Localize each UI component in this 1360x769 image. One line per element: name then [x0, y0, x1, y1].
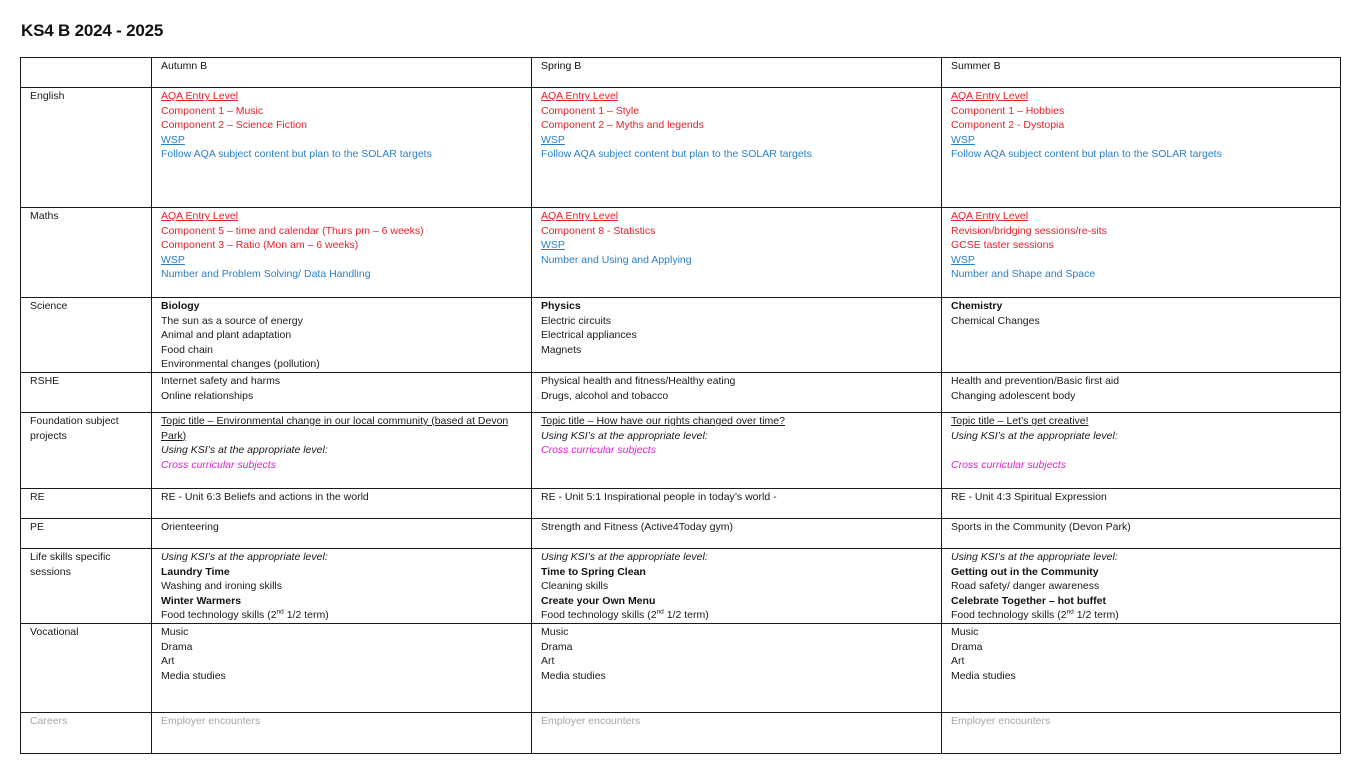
session-heading: Time to Spring Clean	[541, 565, 646, 578]
aqa-entry-level-link[interactable]: AQA Entry Level	[541, 210, 619, 222]
maths-summer-cell	[942, 208, 1341, 298]
subject-label: RE	[21, 488, 152, 518]
session-detail	[951, 608, 1332, 623]
cross-curricular-subjects: Cross curricular subjects	[161, 458, 276, 471]
foundation-autumn-cell	[152, 412, 532, 488]
foundation-summer-cell	[942, 412, 1341, 488]
list-item: Physical health and fitness/Healthy eating	[541, 374, 736, 387]
topic-title: Topic title – How have our rights changed over time?	[541, 414, 785, 427]
header-autumn-b: Autumn B	[152, 58, 532, 88]
wsp-link[interactable]: WSP	[541, 133, 565, 146]
component-item: Component 2 – Science Fiction	[161, 119, 307, 132]
science-autumn-cell	[152, 298, 532, 373]
wsp-note: Number and Shape and Space	[951, 268, 1096, 281]
aqa-entry-level-link[interactable]: AQA Entry Level	[161, 210, 239, 222]
subject-label: RSHE	[21, 372, 152, 412]
list-item: Art	[161, 655, 175, 668]
page-title: KS4 B 2024 - 2025	[21, 21, 164, 40]
spacer	[951, 443, 1332, 458]
re-summer-cell: RE - Unit 4:3 Spiritual Expression	[942, 488, 1341, 518]
row-foundation-projects	[21, 412, 1341, 488]
ordinal-suffix: nd	[656, 608, 664, 616]
component-item: Component 5 – time and calendar (Thurs pm – 6 weeks)	[161, 224, 424, 237]
list-item: Media studies	[541, 669, 606, 682]
session-heading: Celebrate Together – hot buffet	[951, 594, 1106, 607]
component-item: GCSE taster sessions	[951, 239, 1054, 252]
ksi-note: Using KSI’s at the appropriate level:	[951, 550, 1118, 563]
wsp-note: Number and Using and Applying	[541, 253, 692, 266]
list-item: Music	[541, 625, 569, 638]
session-heading: Getting out in the Community	[951, 565, 1099, 578]
ksi-note: Using KSI’s at the appropriate level:	[951, 429, 1118, 442]
ksi-note: Using KSI’s at the appropriate level:	[161, 444, 328, 457]
session-detail-text: Food technology skills (2	[541, 609, 657, 622]
component-item: Component 1 – Hobbies	[951, 104, 1065, 117]
list-item: Magnets	[541, 343, 582, 356]
wsp-note: Follow AQA subject content but plan to the SOLAR targets	[161, 148, 432, 161]
vocational-spring-cell	[532, 623, 942, 712]
header-spring-b: Spring B	[532, 58, 942, 88]
re-spring-cell: RE - Unit 5:1 Inspirational people in today’s world -	[532, 488, 942, 518]
list-item: Health and prevention/Basic first aid	[951, 374, 1120, 387]
header-summer-b: Summer B	[942, 58, 1341, 88]
row-english	[21, 88, 1341, 208]
list-item: Chemical Changes	[951, 314, 1040, 327]
session-heading: Winter Warmers	[161, 594, 242, 607]
subject-label: Science	[21, 298, 152, 373]
list-item: Internet safety and harms	[161, 374, 281, 387]
pe-summer-cell: Sports in the Community (Devon Park)	[942, 518, 1341, 548]
list-item: Media studies	[951, 669, 1016, 682]
ksi-note: Using KSI’s at the appropriate level:	[161, 550, 328, 563]
wsp-note: Number and Problem Solving/ Data Handling	[161, 268, 371, 281]
foundation-spring-cell	[532, 412, 942, 488]
careers-spring-cell: Employer encounters	[532, 712, 942, 753]
vocational-summer-cell	[942, 623, 1341, 712]
component-item: Component 1 – Music	[161, 104, 264, 117]
session-detail: Road safety/ danger awareness	[951, 580, 1100, 593]
ordinal-suffix: nd	[276, 608, 284, 616]
component-item: Revision/bridging sessions/re-sits	[951, 224, 1107, 237]
ordinal-suffix: nd	[1066, 608, 1074, 616]
list-item: Environmental changes (pollution)	[161, 358, 320, 371]
science-heading: Chemistry	[951, 300, 1003, 312]
subject-label: Life skills specific sessions	[21, 548, 152, 623]
english-spring-cell	[532, 88, 942, 208]
wsp-link[interactable]: WSP	[951, 133, 975, 146]
maths-autumn-cell	[152, 208, 532, 298]
list-item: Drama	[951, 640, 983, 653]
subject-label: Maths	[21, 208, 152, 298]
list-item: Music	[161, 625, 189, 638]
header-row	[21, 58, 1341, 88]
list-item: Art	[541, 655, 555, 668]
list-item: Online relationships	[161, 389, 254, 402]
list-item: Electrical appliances	[541, 329, 637, 342]
header-subject-column	[21, 58, 152, 88]
list-item: Art	[951, 655, 965, 668]
science-heading: Biology	[161, 300, 200, 312]
rshe-autumn-cell	[152, 372, 532, 412]
list-item: Drama	[161, 640, 193, 653]
session-heading: Create your Own Menu	[541, 594, 656, 607]
list-item: Animal and plant adaptation	[161, 329, 292, 342]
curriculum-table	[20, 57, 1341, 754]
row-pe	[21, 518, 1341, 548]
list-item: Drama	[541, 640, 573, 653]
session-detail-text: 1/2 term)	[663, 609, 709, 622]
cross-curricular-subjects: Cross curricular subjects	[541, 444, 656, 457]
session-detail	[161, 608, 523, 623]
english-autumn-cell	[152, 88, 532, 208]
row-rshe	[21, 372, 1341, 412]
list-item: Electric circuits	[541, 314, 612, 327]
component-item: Component 1 – Style	[541, 104, 640, 117]
aqa-entry-level-link[interactable]: AQA Entry Level	[951, 90, 1029, 102]
rshe-summer-cell	[942, 372, 1341, 412]
wsp-link[interactable]: WSP	[541, 239, 565, 252]
life-skills-autumn-cell	[152, 548, 532, 623]
subject-label: Vocational	[21, 623, 152, 712]
row-life-skills	[21, 548, 1341, 623]
list-item: The sun as a source of energy	[161, 314, 303, 327]
session-detail-text: Food technology skills (2	[951, 609, 1067, 622]
rshe-spring-cell	[532, 372, 942, 412]
subject-label: PE	[21, 518, 152, 548]
list-item: Drugs, alcohol and tobacco	[541, 389, 669, 402]
session-detail: Washing and ironing skills	[161, 580, 283, 593]
life-skills-summer-cell	[942, 548, 1341, 623]
component-item: Component 8 - Statistics	[541, 224, 656, 237]
list-item: Food chain	[161, 343, 213, 356]
topic-title: Topic title – Environmental change in our local community (based at Devon Park)	[161, 414, 509, 442]
session-detail-text: Food technology skills (2	[161, 609, 277, 622]
pe-spring-cell: Strength and Fitness (Active4Today gym)	[532, 518, 942, 548]
aqa-entry-level-link[interactable]: AQA Entry Level	[951, 210, 1029, 222]
row-re	[21, 488, 1341, 518]
cross-curricular-subjects: Cross curricular subjects	[951, 458, 1066, 471]
aqa-entry-level-link[interactable]: AQA Entry Level	[161, 90, 239, 102]
topic-title: Topic title – Let’s get creative!	[951, 414, 1089, 427]
subject-label: English	[21, 88, 152, 208]
ksi-note: Using KSI’s at the appropriate level:	[541, 550, 708, 563]
wsp-note: Follow AQA subject content but plan to the SOLAR targets	[541, 148, 812, 161]
ksi-note: Using KSI’s at the appropriate level:	[541, 429, 708, 442]
session-detail: Cleaning skills	[541, 580, 609, 593]
vocational-autumn-cell	[152, 623, 532, 712]
session-detail	[541, 608, 933, 623]
session-heading: Laundry Time	[161, 565, 230, 578]
life-skills-spring-cell	[532, 548, 942, 623]
component-item: Component 2 - Dystopia	[951, 119, 1065, 132]
row-maths	[21, 208, 1341, 298]
list-item: Changing adolescent body	[951, 389, 1076, 402]
row-science	[21, 298, 1341, 373]
subject-label: Foundation subject projects	[21, 412, 152, 488]
careers-summer-cell: Employer encounters	[942, 712, 1341, 753]
session-detail-text: 1/2 term)	[1073, 609, 1119, 622]
row-vocational	[21, 623, 1341, 712]
maths-spring-cell	[532, 208, 942, 298]
wsp-note: Follow AQA subject content but plan to the SOLAR targets	[951, 148, 1222, 161]
list-item: Media studies	[161, 669, 226, 682]
row-careers	[21, 712, 1341, 753]
english-summer-cell	[942, 88, 1341, 208]
science-heading: Physics	[541, 300, 581, 312]
wsp-link[interactable]: WSP	[951, 253, 975, 266]
science-spring-cell	[532, 298, 942, 373]
aqa-entry-level-link[interactable]: AQA Entry Level	[541, 90, 619, 102]
component-item: Component 2 – Myths and legends	[541, 119, 704, 132]
science-summer-cell	[942, 298, 1341, 373]
re-autumn-cell: RE - Unit 6:3 Beliefs and actions in the world	[152, 488, 532, 518]
component-item: Component 3 – Ratio (Mon am – 6 weeks)	[161, 239, 359, 252]
careers-autumn-cell: Employer encounters	[152, 712, 532, 753]
subject-label: Careers	[21, 712, 152, 753]
session-detail-text: 1/2 term)	[283, 609, 329, 622]
list-item: Music	[951, 625, 979, 638]
pe-autumn-cell: Orienteering	[152, 518, 532, 548]
wsp-link[interactable]: WSP	[161, 133, 185, 146]
wsp-link[interactable]: WSP	[161, 253, 185, 266]
